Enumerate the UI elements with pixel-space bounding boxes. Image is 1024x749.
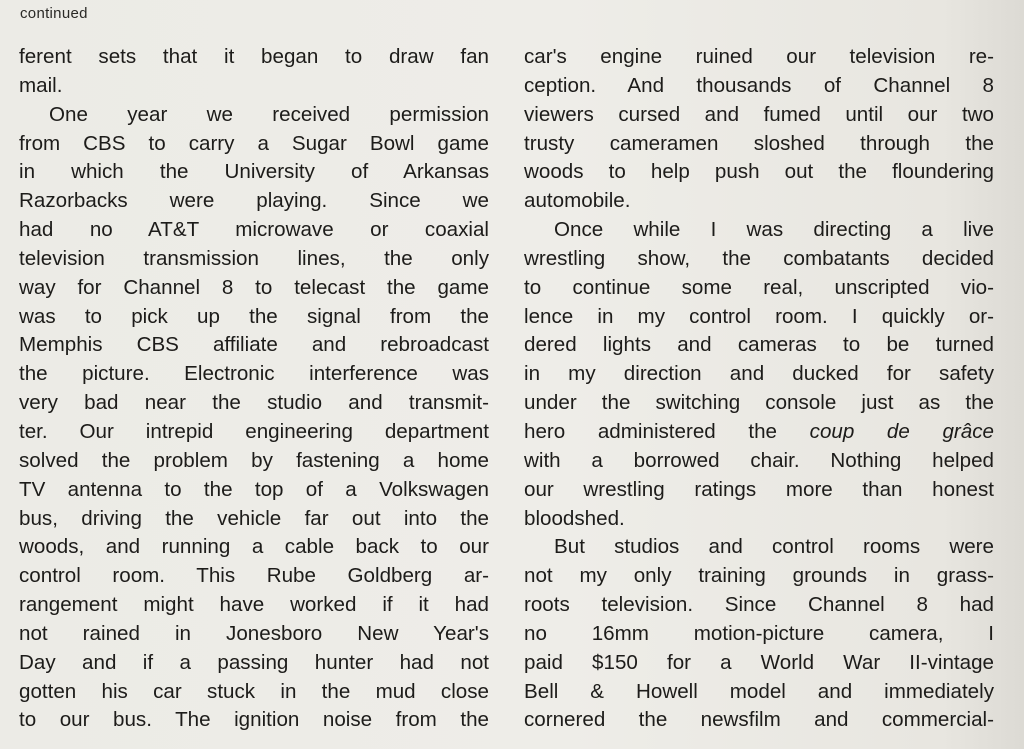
text-line: television transmission lines, the only bbox=[19, 246, 489, 270]
text-line: rangement might have worked if it had bbox=[19, 593, 489, 617]
running-head: continued bbox=[20, 5, 88, 22]
text-line: wrestling show, the combatants decided bbox=[524, 246, 994, 270]
text-line: TV antenna to the top of a Volkswagen bbox=[19, 477, 489, 501]
text-line: roots television. Since Channel 8 had bbox=[524, 593, 994, 617]
text-line: viewers cursed and fumed until our two bbox=[524, 102, 994, 126]
text-line: car's engine ruined our television re- bbox=[524, 45, 994, 68]
text-line: woods to help push out the floundering bbox=[524, 160, 994, 184]
text-line: Once while I was directing a live bbox=[554, 218, 994, 242]
text-line: trusty cameramen sloshed through the bbox=[524, 131, 994, 155]
text-line: from CBS to carry a Sugar Bowl game bbox=[19, 131, 489, 155]
text-column-left bbox=[19, 43, 489, 735]
text-line: Memphis CBS affiliate and rebroadcast bbox=[19, 333, 489, 357]
text-line: woods, and running a cable back to our bbox=[19, 535, 489, 559]
text-line: way for Channel 8 to telecast the game bbox=[19, 275, 489, 299]
text-line: had no AT&T microwave or coaxial bbox=[19, 218, 489, 242]
text-line: bus, driving the vehicle far out into the bbox=[19, 506, 489, 530]
text-line: But studios and control rooms were bbox=[554, 535, 994, 559]
text-line: Day and if a passing hunter had not bbox=[19, 650, 489, 674]
text-line: gotten his car stuck in the mud close bbox=[19, 679, 489, 703]
text-line: no 16mm motion-picture camera, I bbox=[524, 621, 994, 645]
text-column-right bbox=[524, 43, 994, 735]
text-line: lence in my control room. I quickly or- bbox=[524, 304, 994, 328]
text-segment: hero administered the bbox=[524, 419, 810, 443]
text-line: automobile. bbox=[524, 189, 631, 213]
text-line: ferent sets that it began to draw fan bbox=[19, 45, 489, 68]
text-line: to continue some real, unscripted vio- bbox=[524, 275, 994, 299]
text-line: in my direction and ducked for safety bbox=[524, 362, 994, 386]
text-line: bloodshed. bbox=[524, 506, 625, 530]
text-line: our wrestling ratings more than honest bbox=[524, 477, 994, 501]
text-line: to our bus. The ignition noise from the bbox=[19, 708, 489, 732]
text-line: Bell & Howell model and immediately bbox=[524, 679, 994, 703]
text-line: solved the problem by fastening a home bbox=[19, 448, 489, 472]
text-line: cornered the newsfilm and commercial- bbox=[524, 708, 994, 732]
text-line: the picture. Electronic interference was bbox=[19, 362, 489, 386]
italic-phrase: coup de grâce bbox=[809, 419, 994, 443]
text-line: One year we received permission bbox=[49, 102, 489, 126]
text-line: very bad near the studio and transmit- bbox=[19, 391, 489, 415]
text-line: ter. Our intrepid engineering department bbox=[19, 419, 489, 443]
text-line: ception. And thousands of Channel 8 bbox=[524, 73, 994, 97]
text-line: control room. This Rube Goldberg ar- bbox=[19, 564, 489, 588]
text-line: in which the University of Arkansas bbox=[19, 160, 489, 184]
text-line: paid $150 for a World War II-vintage bbox=[524, 650, 994, 674]
text-line: Razorbacks were playing. Since we bbox=[19, 189, 489, 213]
text-line: with a borrowed chair. Nothing helped bbox=[524, 448, 994, 472]
text-line: not my only training grounds in grass- bbox=[524, 564, 994, 588]
text-line: mail. bbox=[19, 73, 63, 97]
text-line: was to pick up the signal from the bbox=[19, 304, 489, 328]
text-line: dered lights and cameras to be turned bbox=[524, 333, 994, 357]
text-line: not rained in Jonesboro New Year's bbox=[19, 621, 489, 645]
text-line bbox=[524, 418, 994, 447]
text-line: under the switching console just as the bbox=[524, 391, 994, 415]
